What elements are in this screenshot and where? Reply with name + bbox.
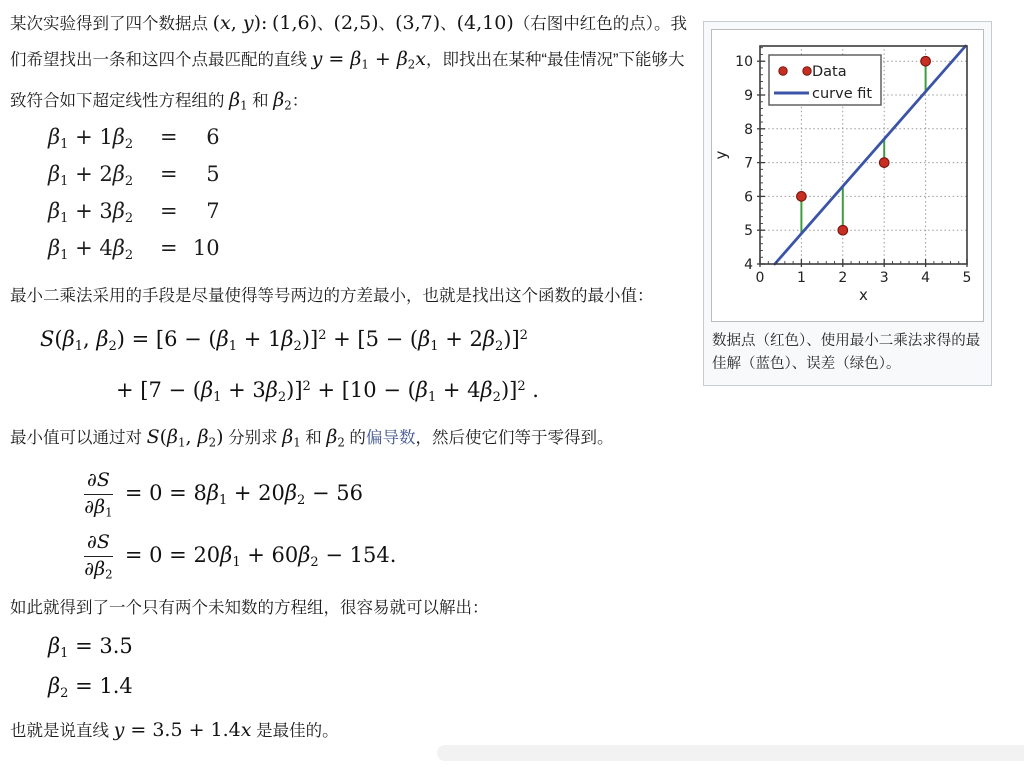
svg-text:y: y [712,150,730,160]
figure-thumb [703,21,992,386]
solution-equations [48,630,694,710]
equation-row [48,236,694,273]
svg-text:4: 4 [921,270,931,286]
fraction-numerator: ∂S [84,532,113,557]
svg-text:7: 7 [744,155,753,172]
partial-derivative-equations [46,465,694,587]
fraction-denominator: $\partial\beta_2$ [84,557,113,582]
equation-row [48,125,694,162]
text-run: ： [291,91,309,110]
math-run: (1,6) [271,12,318,34]
equation-row [48,162,694,199]
math-run: (x, y): [212,12,268,34]
text-run: 、 [317,15,334,33]
text-run: ，即找出在某种“最佳情况”下能够大致符合如下超定线性方程组的 [10,51,685,110]
equation-rhs: 10 [192,236,220,261]
equals-sign: = [160,125,178,150]
partial-equation-row [46,527,694,587]
partial-equation-rhs: = $0 = 8\beta_1 + 20\beta_2 - 56$ [124,481,363,509]
math-run: (4,10) [456,12,514,34]
solution-beta1: $\beta_1 = 3.5$ [48,633,133,661]
figure-caption: 数据点（红色）、使用最小二乘法求得的最佳解（蓝色）、误差（绿色）。 [712,333,981,372]
s-function-equation [40,316,694,418]
text-run: 、 [378,15,396,33]
least-squares-chart-image[interactable] [711,29,984,322]
math-run: $\beta_2$ [326,426,345,450]
svg-text:9: 9 [744,88,753,105]
equation-lhs: $\beta_1 + 1\beta_2$ [48,125,134,152]
scrollbar-horizontal[interactable] [437,745,1024,761]
math-run: y = 3.5 + 1.4x [113,719,252,742]
math-run: $\beta_1$ [282,426,301,450]
svg-text:0: 0 [755,270,765,286]
fraction [84,470,113,520]
s-function-line1: $S(\beta_1$, $\beta_2) = [6 - (\beta_1 + 1\beta_2)]^2 + [5 - (\beta_1 + 2\beta_2)]^2$ [40,327,528,355]
text-run: 、 [440,15,457,33]
svg-text:6: 6 [744,189,753,206]
equation-rhs: 5 [206,162,220,187]
linear-system-equations [48,125,694,273]
text-run: 分别求 [223,429,283,448]
text-run: 某次实验得到了四个数据点 [10,15,213,33]
svg-text:5: 5 [962,270,972,286]
svg-text:2: 2 [838,270,848,286]
text-run: 是最佳的。 [251,722,339,741]
text-run: ，然后使它们等于零得到。 [415,429,614,448]
math-run: (3,7) [395,12,441,34]
conclusion-paragraph: 如此就得到了一个只有两个未知数的方程组，很容易就可以解出： [10,598,489,617]
text-run: 也就是说直线 [10,722,114,741]
svg-text:10: 10 [735,54,753,71]
solution-beta2: $\beta_2 = 1.4$ [48,673,133,701]
text-run: （右图中红色的点）。我们希望找出一条和这四个点最匹配的直线 [10,15,688,69]
svg-text:x: x [859,286,868,304]
text-run: 的 [344,429,366,448]
equals-sign: = [160,199,178,224]
equation-row [48,199,694,236]
fraction-numerator: ∂S [84,470,113,495]
math-run: $\beta_2$ [273,88,292,113]
equals-sign: = [160,236,178,261]
least-squares-chart [712,30,985,323]
math-run: $\beta_1$ [229,88,248,113]
s-function-line2: + $[7 - (\beta_1 + 3\beta_2)]^2 + [10 - (\beta_1 + 4\beta_2)]^2$ . [116,378,539,406]
equation-rhs: 6 [206,125,220,150]
math-run: $S(\beta_1$, $\beta_2$) [146,426,224,450]
svg-text:4: 4 [744,257,753,273]
equation-lhs: $\beta_1 + 3\beta_2$ [48,199,134,226]
math-run: $y = \beta_1 + \beta_2x$ [311,48,427,72]
method-paragraph: 最小二乘法采用的手段是尽量使得等号两边的方差最小，也就是找出这个函数的最小值： [10,287,654,306]
text-run: 最小值可以通过对 [10,429,147,448]
svg-text:Data: Data [812,64,847,80]
svg-text:1: 1 [796,270,806,286]
partial-equation-row [46,465,694,525]
equals-sign: = [160,162,178,187]
text-run: 和 [247,91,274,110]
partial-equation-rhs: = $0 = 20\beta_1 + 60\beta_2 - 154$. [124,543,397,571]
intro-paragraph [10,6,694,123]
svg-text:curve fit: curve fit [812,86,873,102]
derivative-paragraph [10,420,694,461]
svg-text:3: 3 [879,270,889,286]
svg-text:8: 8 [744,121,753,138]
text-run: 和 [300,429,327,448]
equation-lhs: $\beta_1 + 4\beta_2$ [48,236,134,263]
equation-rhs: 7 [206,199,220,224]
fraction-denominator: $\partial\beta_1$ [84,495,113,520]
svg-text:5: 5 [744,223,753,240]
equation-lhs: $\beta_1 + 2\beta_2$ [48,162,134,189]
fraction [84,532,113,582]
math-run: (2,5) [333,12,379,34]
article-text [10,6,694,749]
partial-derivative-link[interactable]: 偏导数 [365,429,416,448]
